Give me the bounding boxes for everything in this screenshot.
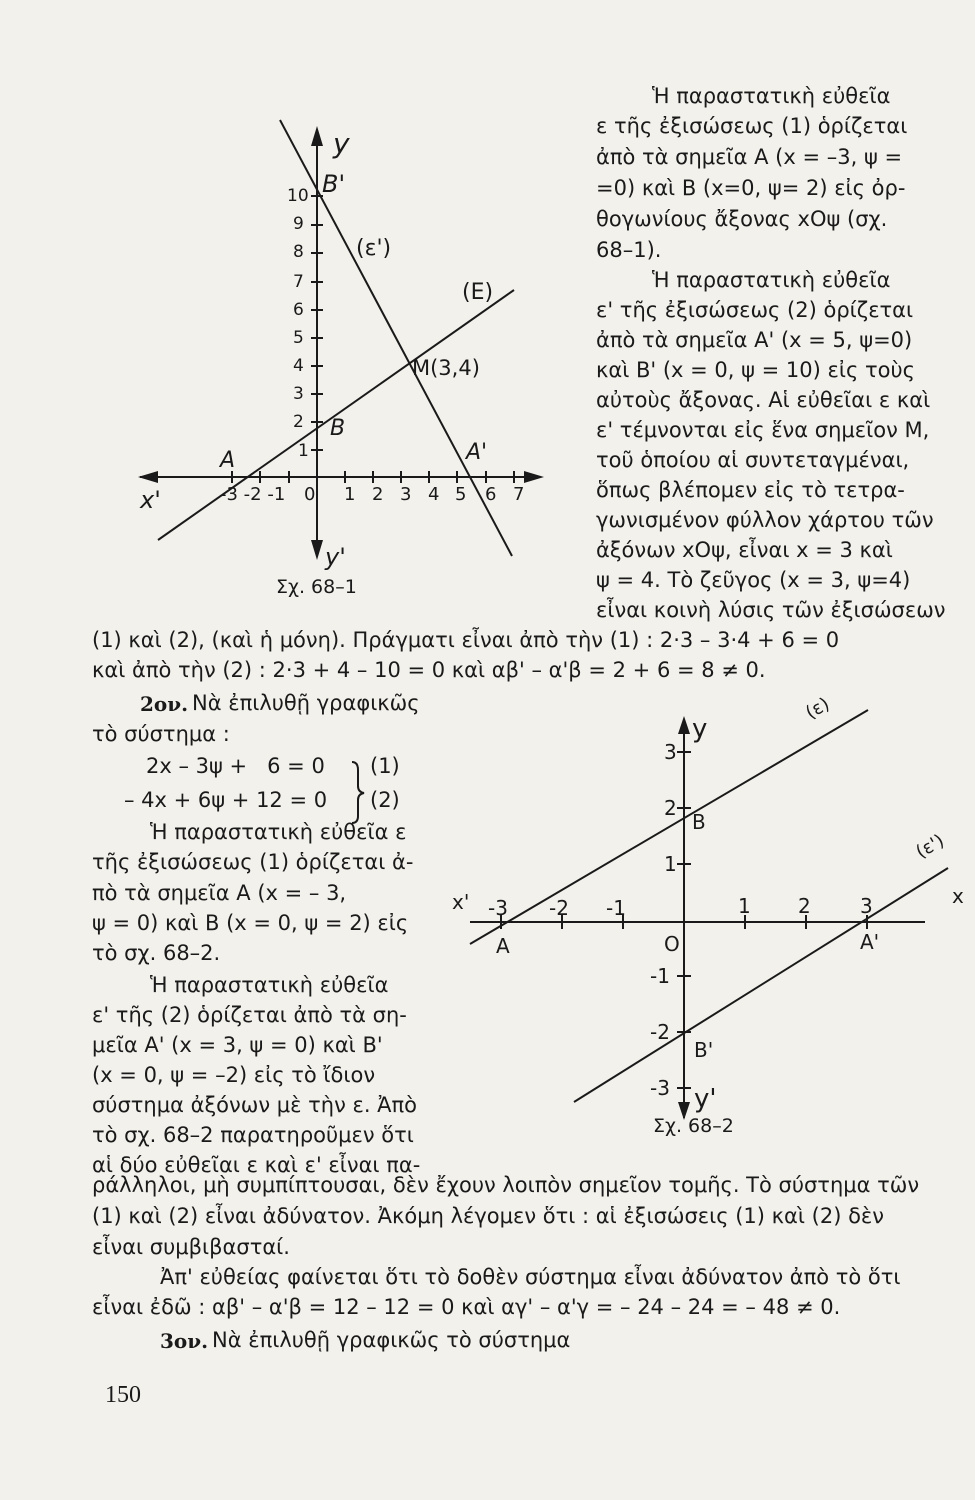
fig2-axis-x-neg-label: x' [452, 890, 470, 914]
fig2-tick-y-1: 1 [664, 852, 677, 876]
bottom-line-4: Ἀπ' εὐθείας φαίνεται ὅτι τὸ δοθὲν σύστημα εἶναι ἀδύνατον ἀπὸ τὸ ὅτι [160, 1265, 901, 1289]
fig1-caption: Σχ. 68–1 [276, 576, 357, 598]
right-col-line-13: τοῦ ὁποίου αἱ συντεταγμέναι, [596, 448, 910, 472]
fig1-tick-x-5: 5 [455, 484, 467, 505]
fig2-tick-y-2: 2 [664, 796, 677, 820]
fig2-label-a: A [496, 934, 510, 958]
fig2-caption: Σχ. 68–2 [653, 1115, 734, 1137]
fig1-label-m: M(3,4) [412, 356, 480, 380]
fig2-label-e-prime: (ε') [912, 830, 948, 863]
fig1-axis-y-label: y [333, 127, 350, 160]
left-col-line-8: μεῖα Α' (x = 3, ψ = 0) καὶ Β' [92, 1033, 383, 1057]
bottom-line-5: εἶναι ἐδῶ : αβ' – α'β = 12 – 12 = 0 καὶ αγ' – α'γ = – 24 – 24 = – 48 ≠ 0. [92, 1295, 841, 1319]
right-col-line-1: Ἡ παραστατικὴ εὐθεῖα [652, 84, 891, 108]
fig1-tick-x-7: 7 [513, 484, 525, 505]
left-col-line-2: τῆς ἐξισώσεως (1) ὁρίζεται ἀ- [92, 850, 414, 874]
fig1-label-a-prime: A' [466, 440, 488, 465]
fig1-tick-y-3: 3 [293, 384, 304, 404]
fig2-tick-x-neg2: -2 [549, 896, 569, 920]
left-col-line-6: Ἡ παραστατικὴ εὐθεῖα [150, 973, 389, 997]
full-line-2: καὶ ἀπὸ τὴν (2) : 2·3 + 4 – 10 = 0 καὶ αβ' – α'β = 2 + 6 = 8 ≠ 0. [92, 658, 766, 682]
left-col-line-9: (x = 0, ψ = –2) εἰς τὸ ἴδιον [92, 1063, 376, 1087]
fig1-tick-x-3: 3 [400, 484, 412, 505]
fig1-tick-y-4: 4 [293, 356, 304, 376]
full-line-1: (1) καὶ (2), (καὶ ἡ μόνη). Πράγματι εἶναι ἀπὸ τὴν (1) : 2·3 – 3·4 + 6 = 0 [92, 628, 840, 652]
fig2-tick-x-neg1: -1 [606, 896, 626, 920]
fig1-origin: 0 [304, 484, 316, 505]
right-col-line-10: καὶ Β' (x = 0, ψ = 10) εἰς τοὺς [596, 358, 915, 382]
fig1-tick-x-4: 4 [428, 484, 440, 505]
fig1-tick-y-8: 8 [293, 242, 304, 262]
bottom-line-2: (1) καὶ (2) εἶναι ἀδύνατον. Ἀκόμη λέγομεν ὅτι : αἱ ἐξισώσεις (1) καὶ (2) δὲν [92, 1204, 885, 1228]
equation-1-ref: (1) [370, 754, 400, 778]
fig1-tick-x-2: 2 [372, 484, 384, 505]
right-col-line-14: ὅπως βλέπομεν εἰς τὸ τετρα- [596, 478, 905, 502]
fig2-tick-x-neg3: -3 [488, 896, 508, 920]
fig1-tick-y-5: 5 [293, 328, 304, 348]
left-col-line-7: ε' τῆς (2) ὁρίζεται ἀπὸ τὰ ση- [92, 1003, 407, 1027]
fig1-axis-y-neg-label: y' [325, 543, 346, 571]
equation-2: – 4x + 6ψ + 12 = 0 [124, 788, 328, 812]
fig2-label-b: B [692, 810, 706, 834]
section2-title-2: τὸ σύστημα : [92, 722, 230, 746]
right-col-line-9: ἀπὸ τὰ σημεῖα Α' (x = 5, ψ=0) [596, 328, 913, 352]
fig2-axis-y-label: y [692, 714, 708, 744]
left-col-line-11: τὸ σχ. 68–2 παρατηροῦμεν ὅτι [92, 1123, 414, 1147]
fig2-axis-y-neg-label: y' [694, 1084, 717, 1114]
fig1-label-e: (E) [462, 280, 494, 305]
section2-title: Νὰ ἐπιλυθῇ γραφικῶς [192, 691, 420, 715]
right-col-line-12: ε' τέμνονται εἰς ἕνα σημεῖον Μ, [596, 418, 930, 442]
equation-1: 2x – 3ψ + 6 = 0 [146, 754, 325, 778]
fig1-label-a: A [220, 448, 236, 473]
section2-number: 2ον. [140, 692, 189, 716]
fig1-tick-x-6: 6 [485, 484, 497, 505]
right-col-line-5: θογωνίους ἄξονας xOψ (σχ. [596, 207, 888, 231]
fig2-tick-x-3: 3 [860, 894, 873, 918]
fig2-label-a-prime: A' [860, 930, 880, 954]
fig2-line-e-prime [574, 868, 948, 1102]
right-col-line-17: ψ = 4. Τὸ ζεῦγος (x = 3, ψ=4) [596, 568, 911, 592]
fig1-ticks-x-neg: -3 -2 -1 [220, 484, 286, 505]
left-col-line-5: τὸ σχ. 68–2. [92, 941, 221, 965]
right-col-line-6: 68–1). [596, 238, 662, 262]
right-col-line-3: ἀπὸ τὰ σημεῖα Α (x = –3, ψ = [596, 145, 903, 169]
right-col-line-7: Ἡ παραστατικὴ εὐθεῖα [652, 268, 891, 292]
fig2-origin: O [664, 932, 680, 956]
left-col-line-4: ψ = 0) καὶ Β (x = 0, ψ = 2) εἰς [92, 911, 409, 935]
fig2-label-b-prime: B' [694, 1038, 714, 1062]
section3-number: 3ον. [160, 1329, 209, 1353]
fig1-tick-y-1: 1 [298, 441, 309, 461]
fig1-label-e-prime: (ε') [356, 236, 392, 261]
fig1-tick-y-10: 10 [287, 186, 309, 206]
fig1-tick-y-2: 2 [293, 412, 304, 432]
page-number: 150 [105, 1382, 141, 1408]
left-col-line-1: Ἡ παραστατικὴ εὐθεῖα ε [150, 820, 407, 844]
right-col-line-16: ἀξόνων xOψ, εἶναι x = 3 καὶ [596, 538, 893, 562]
right-col-line-11: αὐτοὺς ἄξονας. Αἱ εὐθεῖαι ε καὶ [596, 388, 931, 412]
fig1-label-b: B [330, 416, 346, 441]
right-col-line-18: εἶναι κοινὴ λύσις τῶν ἐξισώσεων [596, 598, 946, 622]
bottom-line-3: εἶναι συμβιβασταί. [92, 1235, 290, 1259]
fig1-tick-y-9: 9 [293, 214, 304, 234]
fig2-label-e: (ε) [802, 693, 834, 724]
right-col-line-15: γωνισμένον φύλλον χάρτου τῶν [596, 508, 934, 532]
fig2-tick-x-2: 2 [798, 894, 811, 918]
fig1-label-b-prime: B' [322, 170, 346, 198]
fig1-tick-y-7: 7 [293, 272, 304, 292]
fig2-tick-y-neg1: -1 [650, 964, 670, 988]
fig2-axis-x-label: x [952, 884, 964, 908]
right-col-line-8: ε' τῆς ἐξισώσεως (2) ὁρίζεται [596, 298, 914, 322]
fig1-tick-x-1: 1 [344, 484, 356, 505]
right-col-line-2: ε τῆς ἐξισώσεως (1) ὁρίζεται [596, 114, 908, 138]
fig1-tick-y-6: 6 [293, 300, 304, 320]
section3-title: Νὰ ἐπιλυθῇ γραφικῶς τὸ σύστημα [212, 1328, 571, 1352]
equation-2-ref: (2) [370, 788, 400, 812]
left-col-line-3: πὸ τὰ σημεῖα Α (x = – 3, [92, 881, 347, 905]
fig2-tick-y-3: 3 [664, 740, 677, 764]
left-col-line-12: αἱ δύο εὐθεῖαι ε καὶ ε' εἶναι πα- [92, 1153, 421, 1177]
right-col-line-4: =0) καὶ Β (x=0, ψ= 2) εἰς ὀρ- [596, 176, 906, 200]
fig2-tick-y-neg3: -3 [650, 1076, 670, 1100]
fig2-tick-y-neg2: -2 [650, 1020, 670, 1044]
bottom-line-1: ράλληλοι, μὴ συμπίπτουσαι, δὲν ἔχουν λοιπὸν σημεῖον τομῆς. Τὸ σύστημα τῶν [92, 1173, 920, 1197]
fig1-axis-x-neg-label: x' [140, 486, 161, 514]
left-col-line-10: σύστημα ἀξόνων μὲ τὴν ε. Ἀπὸ [92, 1093, 418, 1117]
fig2-tick-x-1: 1 [738, 894, 751, 918]
fig2-y-arrow-icon [678, 716, 690, 734]
